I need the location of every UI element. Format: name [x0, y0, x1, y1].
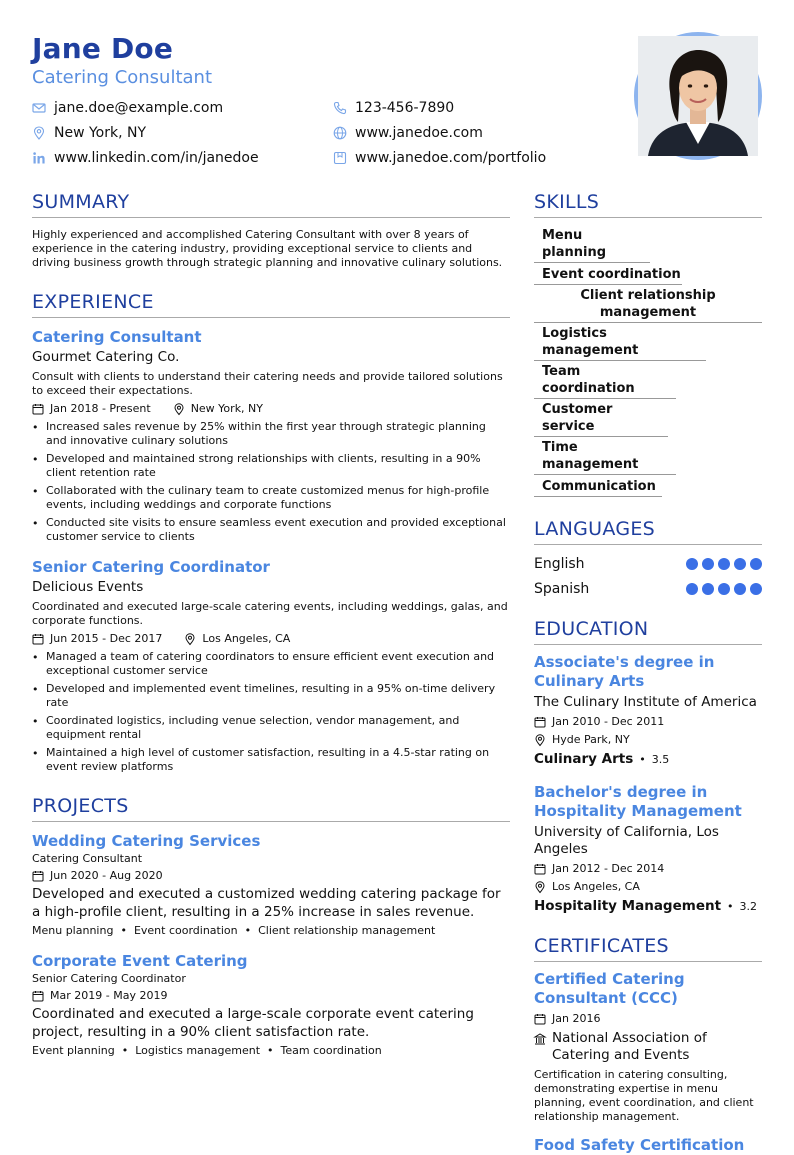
skill-item: Client relationship management	[534, 285, 762, 323]
contact-email[interactable]	[32, 98, 223, 118]
job-company: Gourmet Catering Co.	[32, 349, 180, 365]
contact-portfolio[interactable]	[333, 148, 546, 168]
candidate-role: Catering Consultant	[32, 67, 213, 88]
skill-item: Logistics management	[534, 323, 706, 361]
summary-text: Highly experienced and accomplished Catering Consultant with over 8 years of experience in the catering industry, providing exceptional service to clients and driving business growth through strategic planning and innovative culinary solutions.	[32, 228, 503, 269]
certificate-title: Certified Catering Consultant (CCC)	[534, 970, 685, 1007]
list-item: • Increased sales revenue by 25% within the first year through strategic planning and innovative culinary solutions	[32, 420, 510, 448]
project-meta	[32, 989, 510, 1003]
project-tag: Team coordination	[280, 1044, 382, 1057]
education-dates-row	[534, 715, 762, 729]
project-title: Corporate Event Catering	[32, 952, 248, 970]
job-location: Los Angeles, CA	[202, 632, 291, 645]
list-item: • Maintained a high level of customer satisfaction, resulting in a 4.5-star rating on event review platforms	[32, 746, 510, 774]
project-item	[32, 951, 510, 1058]
email-icon	[32, 101, 46, 115]
project-dates: Jun 2020 - Aug 2020	[50, 869, 163, 882]
education-location-row	[534, 733, 762, 747]
project-dates: Mar 2019 - May 2019	[50, 989, 168, 1002]
education-degree: Bachelor's degree in Hospitality Management	[534, 783, 742, 820]
experience-heading: EXPERIENCE	[32, 290, 510, 318]
project-description: Developed and executed a customized wedding catering package for a high-profile client, resulting in a 25% increase in sales revenue.	[32, 886, 501, 920]
globe-icon	[333, 126, 347, 140]
skill-item: Event coordination	[534, 264, 682, 285]
level-dot	[734, 583, 746, 595]
certificate-title: Food Safety Certification	[534, 1136, 745, 1154]
list-item: • Developed and implemented event timelines, resulting in a 95% on-time delivery rate	[32, 682, 510, 710]
language-item	[534, 576, 762, 601]
project-role: Senior Catering Coordinator	[32, 972, 186, 985]
project-description: Coordinated and executed a large-scale corporate event catering project, resulting in a 90% client satisfaction rate.	[32, 1006, 474, 1040]
language-name: English	[534, 555, 585, 572]
contact-website[interactable]	[333, 123, 483, 143]
skill-item: Time management	[534, 437, 676, 475]
certificate-item	[534, 1136, 762, 1155]
calendar-icon	[32, 633, 44, 645]
project-role: Catering Consultant	[32, 852, 143, 865]
list-item: • Conducted site visits to ensure seamless event execution and provided exceptional customer service to clients	[32, 516, 510, 544]
contact-location-text: New York, NY	[54, 125, 147, 141]
education-field-row: Culinary Arts • 3.5	[534, 751, 670, 767]
level-dot	[734, 558, 746, 570]
level-dot	[702, 583, 714, 595]
project-tag: Client relationship management	[258, 924, 436, 937]
candidate-name: Jane Doe	[32, 32, 174, 65]
project-tag: Menu planning	[32, 924, 114, 937]
experience-item	[32, 327, 510, 544]
education-field: Hospitality Management	[534, 898, 722, 914]
project-tag: Logistics management	[135, 1044, 261, 1057]
skill-item: Customer service	[534, 399, 668, 437]
location-icon	[173, 403, 185, 415]
contact-linkedin[interactable]	[32, 148, 259, 168]
contact-location	[32, 123, 146, 143]
project-tags: Menu planning • Event coordination • Client relationship management	[32, 924, 436, 937]
job-bullets	[32, 650, 510, 774]
contact-linkedin-text: www.linkedin.com/in/janedoe	[54, 150, 259, 166]
education-gpa: 3.2	[739, 900, 758, 913]
location-icon	[184, 633, 196, 645]
job-title: Catering Consultant	[32, 328, 202, 346]
skill-item: Communication	[534, 476, 662, 497]
calendar-icon	[32, 990, 44, 1002]
skill-item: Menu planning	[534, 225, 650, 263]
level-dot	[750, 583, 762, 595]
calendar-icon	[534, 716, 546, 728]
education-field-row: Hospitality Management • 3.2	[534, 898, 758, 914]
phone-icon	[333, 101, 347, 115]
project-title: Wedding Catering Services	[32, 832, 261, 850]
contact-phone[interactable]	[333, 98, 454, 118]
project-item	[32, 831, 510, 938]
education-dates: Jan 2010 - Dec 2011	[552, 715, 665, 728]
job-description: Coordinated and executed large-scale catering events, including weddings, galas, and corporate functions.	[32, 600, 508, 627]
institution-icon	[534, 1033, 546, 1045]
certificate-date: Jan 2016	[552, 1012, 601, 1025]
level-dot	[686, 583, 698, 595]
education-degree: Associate's degree in Culinary Arts	[534, 653, 715, 690]
certificate-description: Certification in catering consulting, demonstrating expertise in menu planning, event coordination, and client relationship management.	[534, 1068, 754, 1123]
languages-heading: LANGUAGES	[534, 517, 762, 545]
list-item: • Collaborated with the culinary team to create customized menus for high-profile events, including weddings and corporate functions	[32, 484, 510, 512]
skills-list	[534, 225, 762, 497]
education-school: University of California, Los Angeles	[534, 824, 719, 857]
level-dot	[750, 558, 762, 570]
level-dot	[686, 558, 698, 570]
job-location: New York, NY	[190, 402, 263, 415]
list-item: • Managed a team of catering coordinators to ensure efficient event execution and exceptional customer service	[32, 650, 510, 678]
job-meta	[32, 402, 510, 416]
job-dates: Jan 2018 - Present	[50, 402, 151, 415]
skill-item: Team coordination	[534, 361, 676, 399]
contact-email-text: jane.doe@example.com	[54, 100, 224, 116]
contact-website-text: www.janedoe.com	[355, 125, 483, 141]
list-item: • Coordinated logistics, including venue selection, vendor management, and equipment rental	[32, 714, 510, 742]
location-icon	[534, 881, 546, 893]
education-heading: EDUCATION	[534, 617, 762, 645]
location-icon	[32, 126, 46, 140]
certificate-item	[534, 970, 762, 1124]
project-tags: Event planning • Logistics management • Team coordination	[32, 1044, 382, 1057]
list-item: • Developed and maintained strong relationships with clients, resulting in a 90% client retention rate	[32, 452, 510, 480]
project-tag: Event planning	[32, 1044, 115, 1057]
certificate-issuer: National Association of Catering and Events	[552, 1030, 707, 1063]
location-icon	[534, 734, 546, 746]
languages-list	[534, 551, 762, 601]
calendar-icon	[32, 870, 44, 882]
level-dot	[702, 558, 714, 570]
language-item	[534, 551, 762, 576]
skills-heading: SKILLS	[534, 190, 762, 218]
job-company: Delicious Events	[32, 579, 144, 595]
projects-heading: PROJECTS	[32, 794, 510, 822]
job-meta	[32, 632, 510, 646]
job-dates: Jun 2015 - Dec 2017	[50, 632, 163, 645]
job-title: Senior Catering Coordinator	[32, 558, 270, 576]
right-column	[534, 190, 762, 1155]
education-gpa: 3.5	[651, 753, 670, 766]
experience-item	[32, 557, 510, 774]
language-name: Spanish	[534, 580, 590, 597]
project-tag: Event coordination	[133, 924, 238, 937]
level-dot	[718, 583, 730, 595]
calendar-icon	[534, 1013, 546, 1025]
language-level	[686, 558, 762, 570]
education-item	[534, 653, 762, 769]
contact-portfolio-text: www.janedoe.com/portfolio	[355, 150, 547, 166]
education-field: Culinary Arts	[534, 751, 634, 767]
education-school: The Culinary Institute of America	[534, 694, 757, 710]
education-location: Hyde Park, NY	[552, 733, 630, 746]
job-description: Consult with clients to understand their catering needs and provide tailored solutions to exceed their expectations.	[32, 370, 503, 397]
left-column	[32, 190, 510, 1058]
language-level	[686, 583, 762, 595]
summary-heading: SUMMARY	[32, 190, 510, 218]
level-dot	[718, 558, 730, 570]
education-location: Los Angeles, CA	[552, 880, 640, 893]
job-bullets	[32, 420, 510, 544]
calendar-icon	[534, 863, 546, 875]
profile-photo-image	[638, 36, 758, 156]
education-location-row	[534, 880, 762, 894]
certificate-date-row	[534, 1012, 762, 1026]
education-dates: Jan 2012 - Dec 2014	[552, 862, 665, 875]
portfolio-icon	[333, 151, 347, 165]
calendar-icon	[32, 403, 44, 415]
education-item	[534, 783, 762, 916]
certificates-heading: CERTIFICATES	[534, 934, 762, 962]
education-dates-row	[534, 862, 762, 876]
linkedin-icon	[32, 151, 46, 165]
project-meta	[32, 869, 510, 883]
contact-phone-text: 123-456-7890	[355, 100, 455, 116]
certificate-issuer-row	[534, 1030, 762, 1064]
profile-photo	[634, 32, 762, 160]
